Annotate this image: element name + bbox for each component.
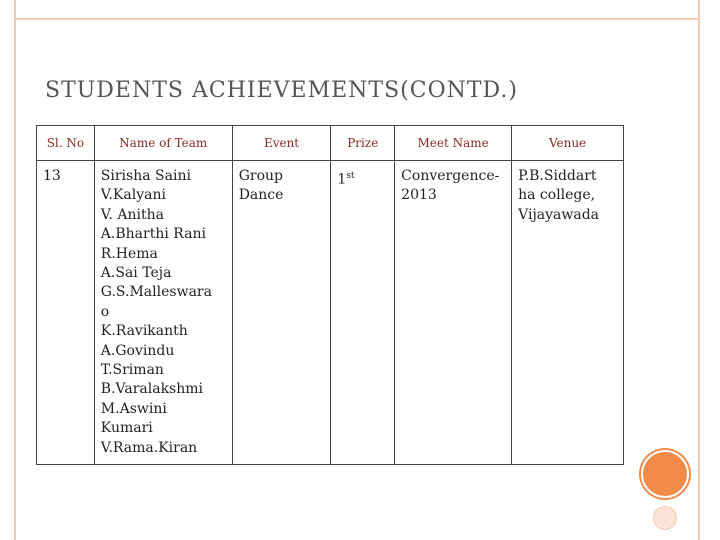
team-member: M.Aswini — [100, 400, 167, 417]
table-header-row — [37, 126, 624, 161]
team-member: A.Bharthi Rani — [100, 226, 206, 243]
header-meet-name: Meet Name — [395, 126, 512, 161]
header-venue: Venue — [512, 126, 624, 161]
team-member: G.S.Malleswara — [100, 284, 212, 301]
table-row — [37, 161, 624, 465]
team-member: T.Sriman — [100, 362, 164, 379]
team-member: V. Anitha — [100, 206, 164, 223]
team-member: B.Varalakshmi — [100, 381, 204, 398]
team-member: Sirisha Saini — [100, 168, 191, 184]
prize-suffix: st — [346, 171, 355, 181]
cell-meet-name — [395, 161, 512, 465]
cell-venue — [512, 161, 624, 465]
cell-team-members — [94, 161, 232, 465]
cell-sl-no: 13 — [37, 161, 95, 465]
team-member: Kumari — [100, 420, 153, 437]
header-prize: Prize — [331, 126, 395, 161]
team-member: V.Kalyani — [100, 187, 166, 204]
venue-line: P.B.Siddart — [518, 168, 597, 184]
event-line: Dance — [238, 187, 284, 204]
team-member: K.Ravikanth — [100, 323, 188, 340]
slide-frame-left — [14, 0, 16, 540]
meet-name-line: 2013 — [401, 187, 437, 204]
team-member: A.Govindu — [100, 342, 175, 359]
prize-number: 1 — [337, 171, 347, 188]
team-member: R.Hema — [100, 245, 158, 262]
header-name-of-team: Name of Team — [94, 126, 232, 161]
event-line: Group — [238, 168, 283, 184]
cell-prize — [331, 161, 395, 465]
cell-event — [232, 161, 331, 465]
header-sl-no: Sl. No — [37, 126, 95, 161]
slide-frame-top — [14, 18, 700, 20]
decorative-circle-small — [653, 506, 677, 530]
team-member: V.Rama.Kiran — [100, 439, 198, 456]
decorative-circle-large — [641, 450, 689, 498]
meet-name-line: Convergence- — [401, 168, 500, 184]
venue-line: ha college, — [518, 187, 596, 204]
slide-frame-right — [698, 0, 700, 540]
page-title: STUDENTS ACHIEVEMENTS(CONTD.) — [45, 78, 518, 103]
achievements-table — [36, 125, 624, 465]
header-event: Event — [232, 126, 331, 161]
team-member: A.Sai Teja — [100, 265, 172, 282]
venue-line: Vijayawada — [518, 206, 600, 223]
team-member: o — [100, 303, 110, 320]
